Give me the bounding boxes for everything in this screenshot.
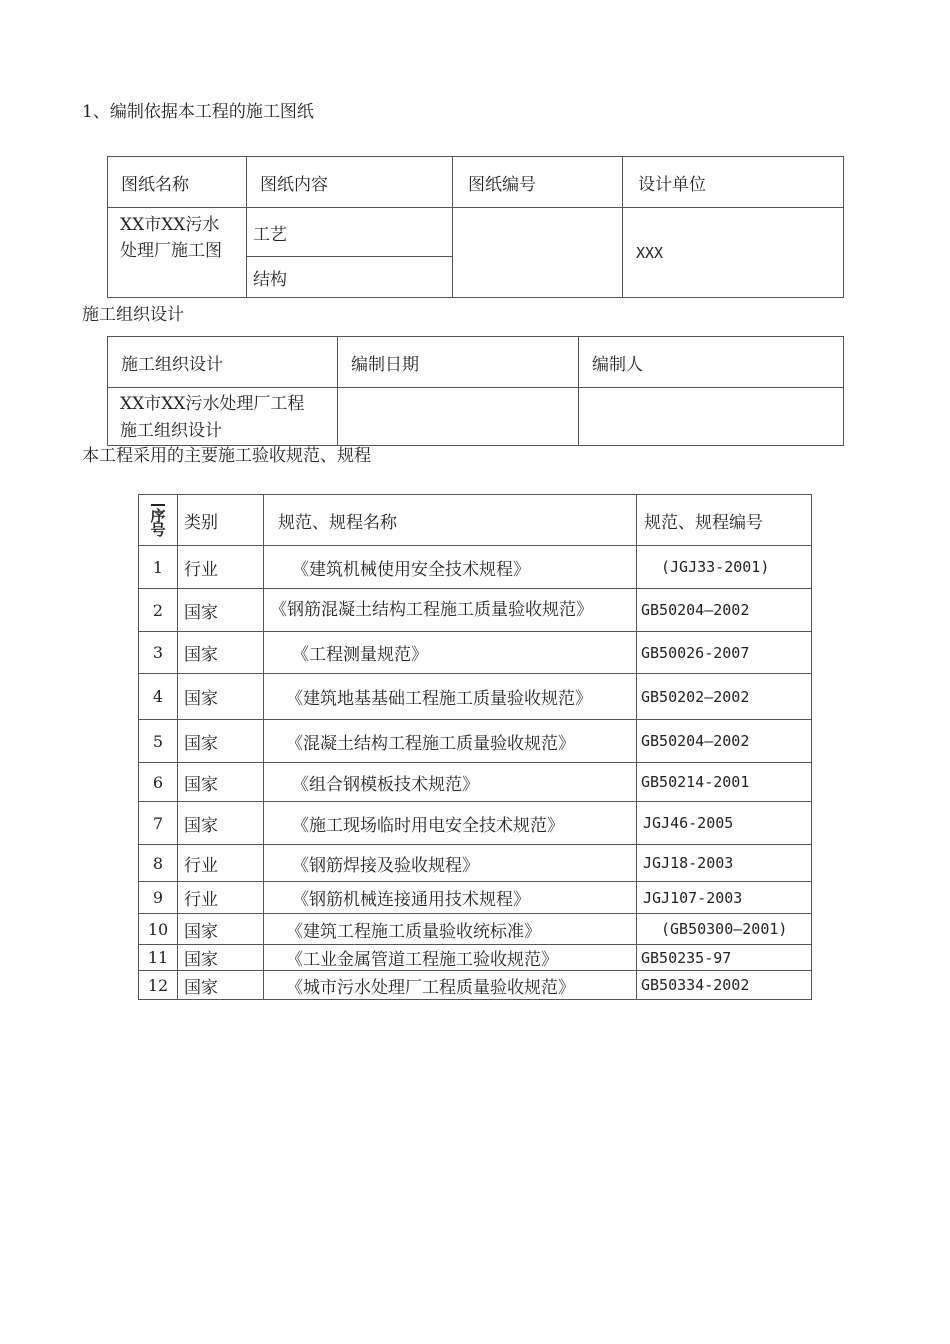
- row-standard-name: 《混凝土结构工程施工质量验收规范》: [264, 720, 637, 763]
- header-drawing-content: 图纸内容: [247, 157, 453, 208]
- header-standard-name: 规范、规程名称: [264, 495, 637, 546]
- row-standard-name: 《建筑机械使用安全技术规程》: [264, 546, 637, 589]
- row-category: 国家: [178, 763, 264, 802]
- drawing-content-process: 工艺: [247, 208, 453, 257]
- row-standard-code: GB50204—2002: [637, 720, 812, 763]
- design-unit-cell: XXX: [623, 208, 844, 298]
- table-row: [139, 632, 812, 674]
- row-standard-name: 《钢筋机械连接通用技术规程》: [264, 882, 637, 914]
- org-design-author-cell: [579, 388, 844, 446]
- row-standard-code: GB50204—2002: [637, 589, 812, 632]
- row-standard-code: (JGJ33-2001): [637, 546, 812, 589]
- row-standard-name: 《工程测量规范》: [264, 632, 637, 674]
- drawings-table: [107, 156, 844, 298]
- row-seq: 5: [139, 720, 178, 763]
- section-heading-standards: 本工程采用的主要施工验收规范、规程: [82, 446, 371, 466]
- row-seq: 2: [139, 589, 178, 632]
- section-heading-org-design: 施工组织设计: [82, 305, 184, 325]
- table-row: [139, 763, 812, 802]
- header-org-design: 施工组织设计: [108, 337, 338, 388]
- table-row: [139, 546, 812, 589]
- row-standard-code: GB50214-2001: [637, 763, 812, 802]
- row-seq: 4: [139, 674, 178, 720]
- row-seq: 12: [139, 971, 178, 1000]
- header-design-unit: 设计单位: [623, 157, 844, 208]
- header-compiler: 编制人: [579, 337, 844, 388]
- row-standard-code: GB50334-2002: [637, 971, 812, 1000]
- row-standard-code: GB50026-2007: [637, 632, 812, 674]
- table-row: [139, 882, 812, 914]
- row-category: 国家: [178, 632, 264, 674]
- drawing-number-cell: [453, 208, 623, 298]
- table-row: [139, 945, 812, 971]
- row-standard-code: (GB50300—2001): [637, 914, 812, 945]
- drawing-name-line1: XX市XX污水: [120, 215, 220, 235]
- row-standard-code: JGJ46-2005: [637, 802, 812, 845]
- row-category: 国家: [178, 914, 264, 945]
- row-standard-code: JGJ18-2003: [637, 845, 812, 882]
- row-seq: 11: [139, 945, 178, 971]
- row-seq: 9: [139, 882, 178, 914]
- row-seq: 8: [139, 845, 178, 882]
- org-design-date-cell: [338, 388, 579, 446]
- standards-table-body: [139, 546, 812, 1000]
- drawing-name-cell: [108, 208, 247, 298]
- table-row: [139, 971, 812, 1000]
- row-standard-code: GB50202—2002: [637, 674, 812, 720]
- row-standard-name: 《建筑工程施工质量验收统标准》: [264, 914, 637, 945]
- row-seq: 10: [139, 914, 178, 945]
- row-category: 国家: [178, 589, 264, 632]
- header-drawing-name: 图纸名称: [108, 157, 247, 208]
- section-heading-drawings: 1、编制依据本工程的施工图纸: [82, 102, 314, 122]
- table-row: [139, 802, 812, 845]
- header-drawing-number: 图纸编号: [453, 157, 623, 208]
- row-standard-name: 《组合钢模板技术规范》: [264, 763, 637, 802]
- row-category: 行业: [178, 845, 264, 882]
- table-row: [139, 674, 812, 720]
- header-standard-code: 规范、规程编号: [637, 495, 812, 546]
- row-category: 行业: [178, 546, 264, 589]
- row-standard-code: JGJ107-2003: [637, 882, 812, 914]
- org-design-table: [107, 336, 844, 446]
- org-design-name-line1: XX市XX污水处理厂工程: [120, 394, 305, 414]
- row-standard-name: 《钢筋混凝土结构工程施工质量验收规范》: [264, 589, 637, 632]
- row-seq: 6: [139, 763, 178, 802]
- row-standard-code: GB50235-97: [637, 945, 812, 971]
- row-seq: 3: [139, 632, 178, 674]
- row-category: 国家: [178, 720, 264, 763]
- row-standard-name: 《建筑地基基础工程施工质量验收规范》: [264, 674, 637, 720]
- table-row: [139, 589, 812, 632]
- standards-table: [138, 494, 812, 1000]
- table-row: [139, 720, 812, 763]
- row-category: 国家: [178, 802, 264, 845]
- header-seq: 序号: [139, 495, 178, 546]
- row-seq: 1: [139, 546, 178, 589]
- row-standard-name: 《城市污水处理厂工程质量验收规范》: [264, 971, 637, 1000]
- header-compile-date: 编制日期: [338, 337, 579, 388]
- drawing-content-structure: 结构: [247, 257, 453, 298]
- table-row: [139, 845, 812, 882]
- org-design-name-cell: [108, 388, 338, 446]
- row-category: 行业: [178, 882, 264, 914]
- table-row: [139, 914, 812, 945]
- row-category: 国家: [178, 674, 264, 720]
- row-seq: 7: [139, 802, 178, 845]
- row-category: 国家: [178, 971, 264, 1000]
- row-standard-name: 《钢筋焊接及验收规程》: [264, 845, 637, 882]
- header-category: 类别: [178, 495, 264, 546]
- row-category: 国家: [178, 945, 264, 971]
- drawing-name-line2: 处理厂施工图: [120, 241, 222, 261]
- row-standard-name: 《施工现场临时用电安全技术规范》: [264, 802, 637, 845]
- org-design-name-line2: 施工组织设计: [120, 421, 222, 441]
- row-standard-name: 《工业金属管道工程施工验收规范》: [264, 945, 637, 971]
